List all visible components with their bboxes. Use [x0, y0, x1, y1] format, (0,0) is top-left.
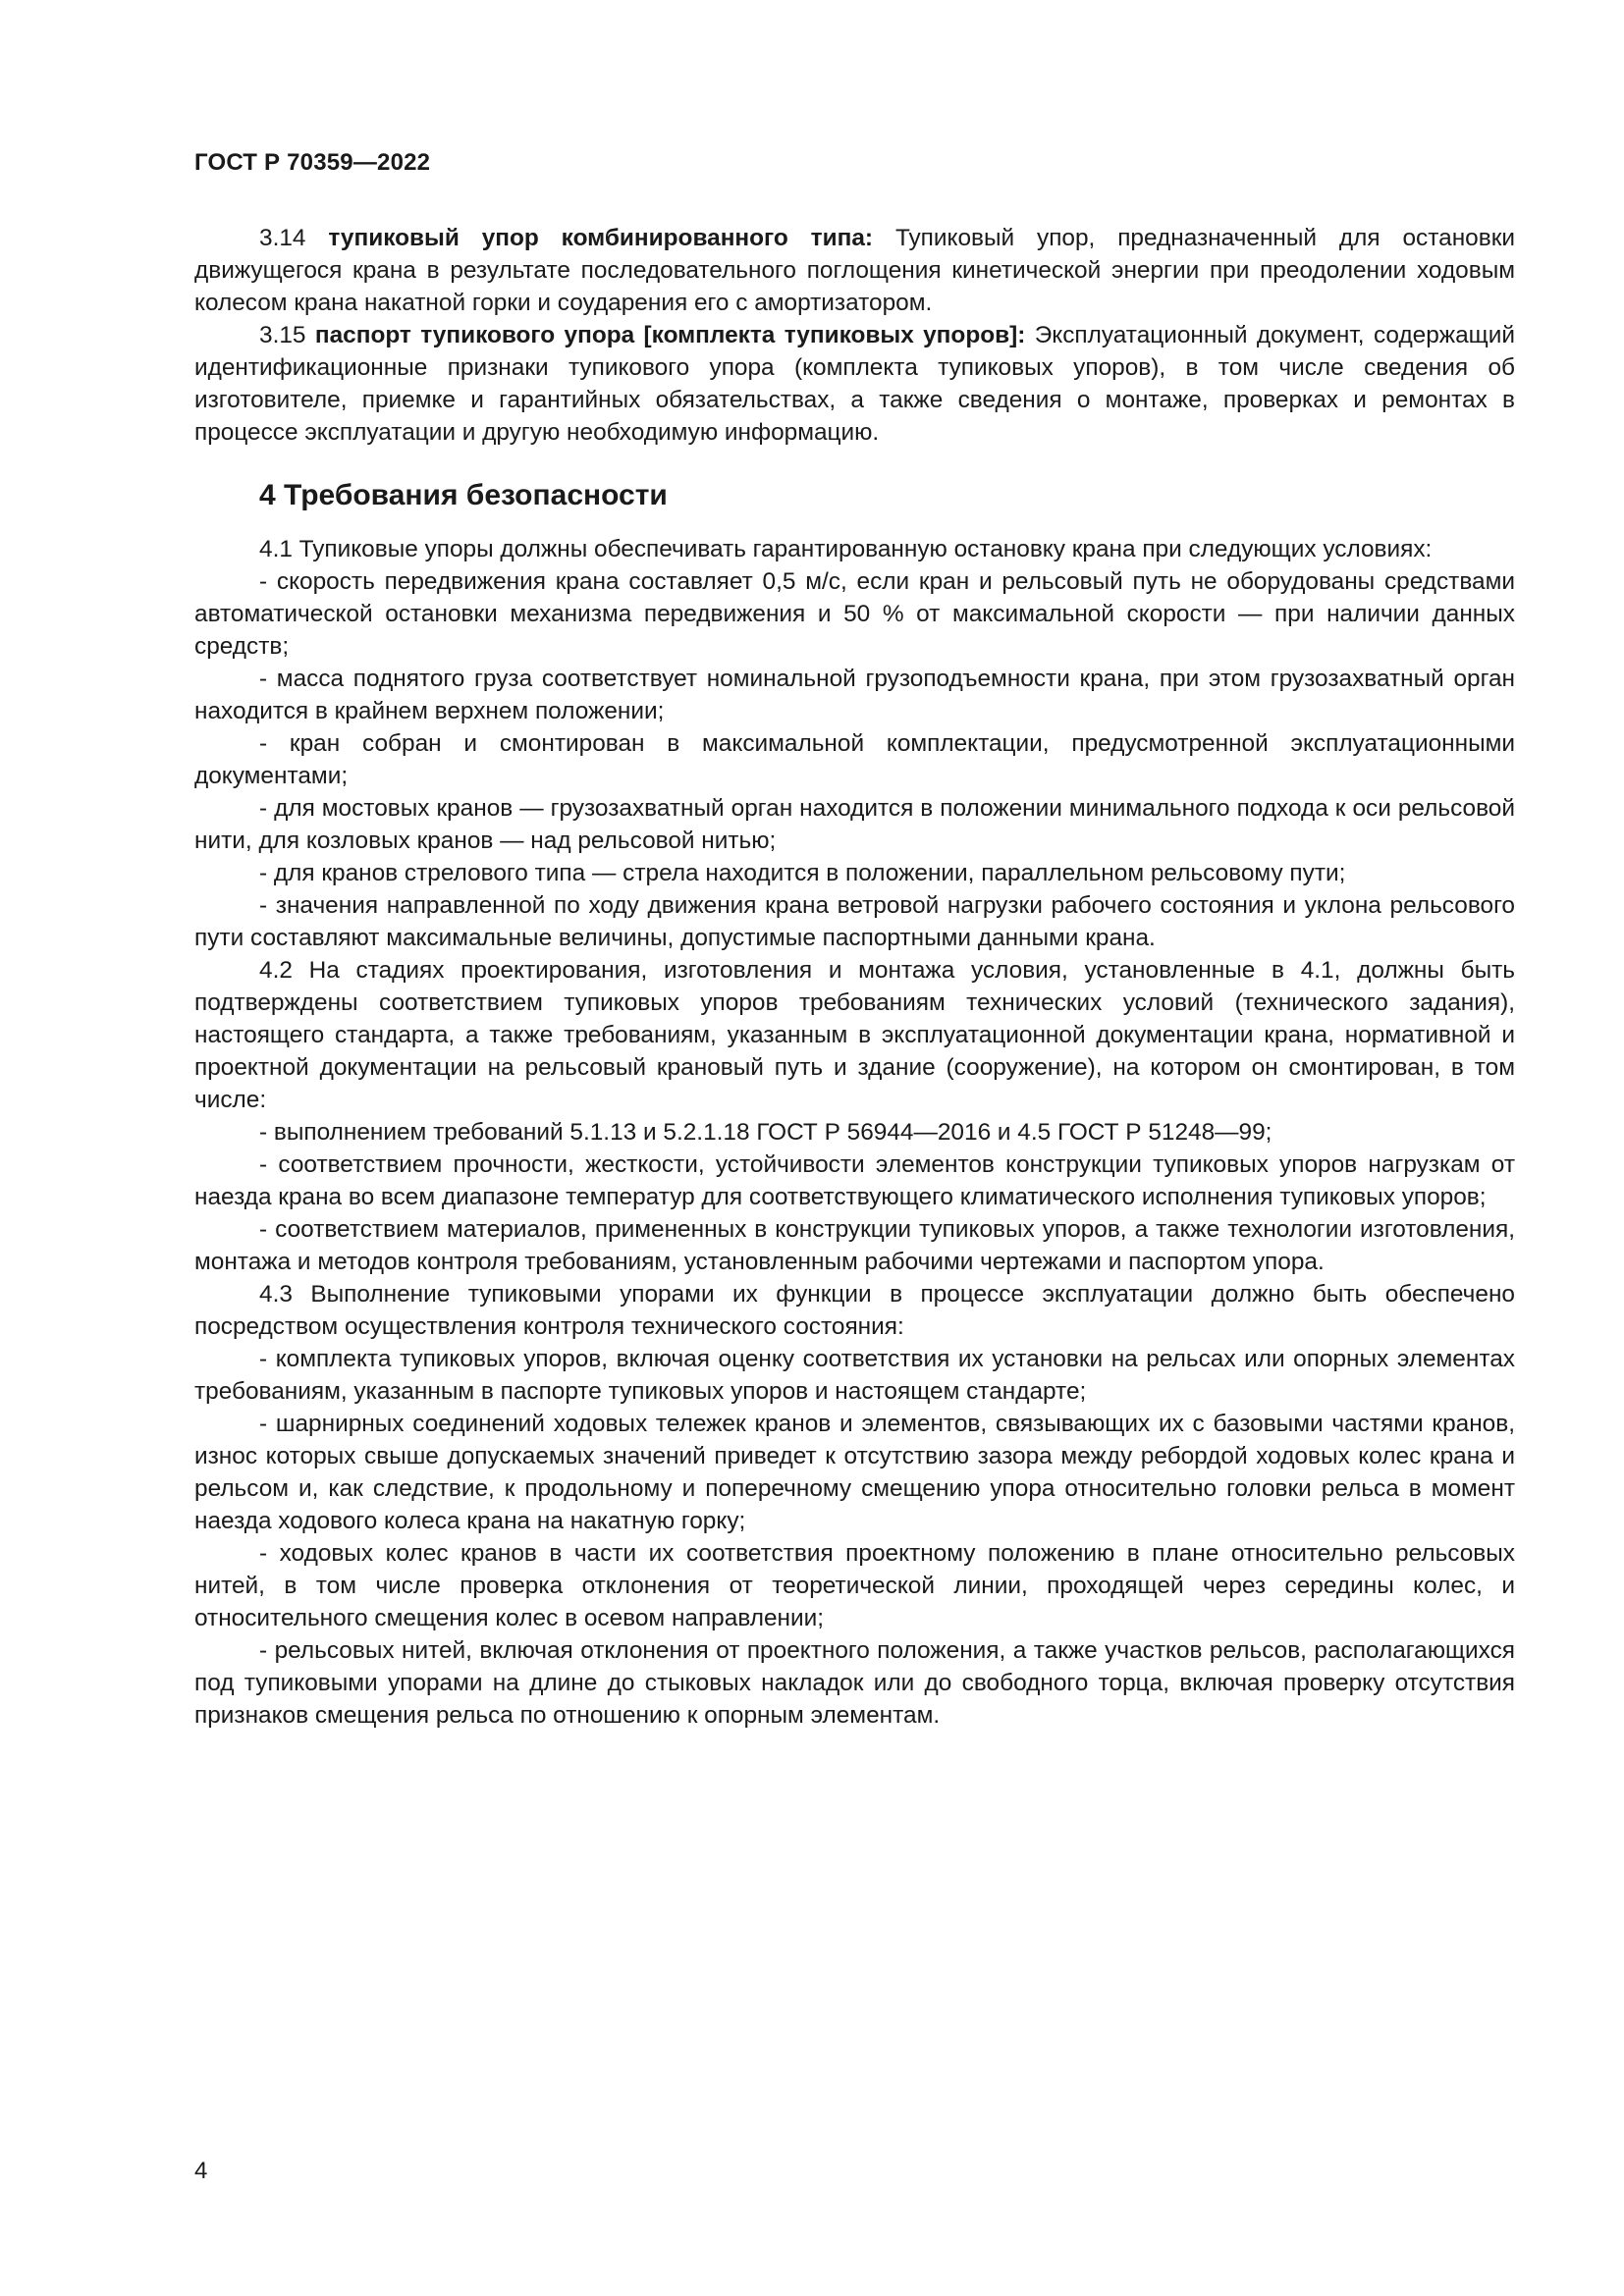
list-item: - комплекта тупиковых упоров, включая оценку соответствия их установки на рельсах или опорных элементах требованиям, указанным в паспорте тупиковых упоров и настоящем стандарте;: [194, 1346, 1515, 1405]
list-item: - ходовых колес кранов в части их соответствия проектному положению в плане относительно рельсовых нитей, в том числе проверка отклонения от теоретической линии, проходящей через середины колес, и относительного смещения колес в осевом направлении;: [194, 1540, 1515, 1631]
definition-text: Эксплуатационный документ, содержащий идентификационные признаки тупикового упора (комплекта тупиковых упоров), в том числе сведения об изготовителе, приемке и гарантийных обязательствах, а также сведения о монтаже, проверках и ремонтах в процессе эксплуатации и другую необходимую информацию.: [194, 322, 1516, 446]
paragraph: 4.3 Выполнение тупиковыми упорами их функции в процессе эксплуатации должно быть обеспечено посредством осуществления контроля технического состояния:: [194, 1281, 1515, 1340]
list-item: - масса поднятого груза соответствует номинальной грузоподъемности крана, при этом грузозахватный орган находится в крайнем верхнем положении;: [194, 666, 1515, 724]
list-item: - рельсовых нитей, включая отклонения от проектного положения, а также участков рельсов, располагающихся под тупиковыми упорами на длине до стыковых накладок или до свободного торца, включая проверку отсутствия признаков смещения рельса по отношению к опорным элементам.: [194, 1637, 1515, 1729]
document-header: ГОСТ Р 70359—2022: [194, 149, 431, 176]
definition-text: Тупиковый упор, предназначенный для остановки движущегося крана в результате последовательного поглощения кинетической энергии при преодолении ходовым колесом крана накатной горки и соударения его с амортизатором.: [194, 225, 1515, 316]
list-item: - скорость передвижения крана составляет 0,5 м/с, если кран и рельсовый путь не оборудованы средствами автоматической остановки механизма передвижения и 50 % от максимальной скорости — при наличии данных средств;: [194, 568, 1515, 660]
definition-term: тупиковый упор комбинированного типа:: [328, 225, 874, 251]
list-item: - значения направленной по ходу движения крана ветровой нагрузки рабочего состояния и уклона рельсового пути составляют максимальные величины, допустимые паспортными данными крана.: [194, 892, 1515, 951]
list-item: - соответствием материалов, примененных в конструкции тупиковых упоров, а также технологии изготовления, монтажа и методов контроля требованиям, установленным рабочими чертежами и паспортом упора.: [194, 1216, 1515, 1275]
list-item: - шарнирных соединений ходовых тележек кранов и элементов, связывающих их с базовыми частями кранов, износ которых свыше допускаемых значений приведет к отсутствию зазора между ребордой ходовых колес крана и рельсом и, как следствие, к продольному и поперечному смещению упора относительно головки рельса в момент наезда ходового колеса крана на накатную горку;: [194, 1411, 1515, 1534]
definition-3-15: [194, 319, 1515, 449]
definition-number: 3.15: [259, 322, 306, 348]
section-title: 4 Требования безопасности: [259, 479, 668, 511]
list-item: - для кранов стрелового типа — стрела находится в положении, параллельном рельсовому пути;: [259, 860, 1346, 886]
list-item: - кран собран и смонтирован в максимальной комплектации, предусмотренной эксплуатационными документами;: [194, 730, 1515, 789]
page-number: 4: [194, 2158, 208, 2184]
definition-number: 3.14: [259, 225, 306, 251]
list-item: - соответствием прочности, жесткости, устойчивости элементов конструкции тупиковых упоров нагрузкам от наезда крана во всем диапазоне температур для соответствующего климатического исполнения тупиковых упоров;: [194, 1151, 1515, 1210]
list-item: - выполнением требований 5.1.13 и 5.2.1.18 ГОСТ Р 56944—2016 и 4.5 ГОСТ Р 51248—99;: [259, 1119, 1272, 1146]
paragraph: 4.2 На стадиях проектирования, изготовления и монтажа условия, установленные в 4.1, должны быть подтверждены соответствием тупиковых упоров требованиям технических условий (технического задания), настоящего стандарта, а также требованиям, указанным в эксплуатационной документации крана, нормативной и проектной документации на рельсовый крановый путь и здание (сооружение), на котором он смонтирован, в том числе:: [194, 957, 1515, 1113]
list-item: - для мостовых кранов — грузозахватный орган находится в положении минимального подхода к оси рельсовой нити, для козловых кранов — над рельсовой нитью;: [194, 795, 1515, 854]
document-body: [194, 222, 1515, 1732]
definition-term: паспорт тупикового упора [комплекта тупиковых упоров]:: [314, 322, 1026, 348]
paragraph: 4.1 Тупиковые упоры должны обеспечивать гарантированную остановку крана при следующих условиях:: [259, 536, 1433, 562]
definition-3-14: [194, 222, 1515, 319]
